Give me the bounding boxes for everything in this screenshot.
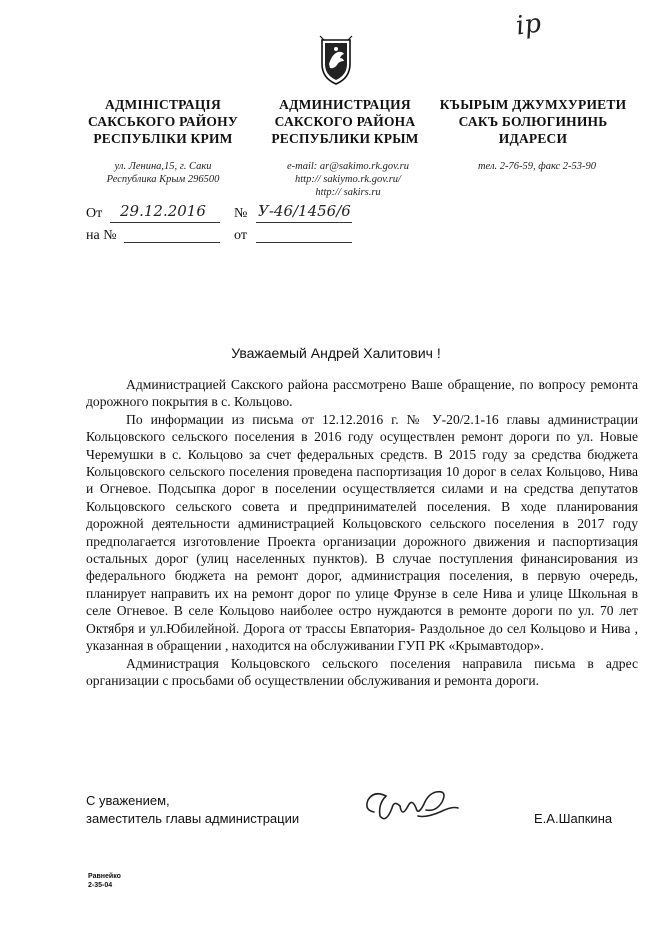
email-line: e-mail: ar@sakimo.rk.gov.ru (286, 161, 410, 172)
contact-web (258, 160, 438, 199)
number-label: № (234, 206, 248, 221)
to-from-field (256, 226, 352, 243)
header-russian-line: САКСКОГО РАЙОНА (274, 114, 416, 129)
address-line: Республика Крым 296500 (106, 174, 220, 185)
header-ukrainian-line: РЕСПУБЛІКИ КРИМ (93, 131, 233, 146)
from-label: От (86, 206, 103, 221)
website-line: http:// sakiymo.rk.gov.ru/ (295, 174, 401, 185)
from-date-handwritten: 29.12.2016 (120, 202, 206, 220)
signer-position: заместитель главы администрации (86, 811, 300, 826)
to-number-field (124, 226, 220, 243)
body-paragraph: Администрация Кольцовского сельского поселения направила письма в адрес организации с просьбами об осуществлении обслуживания и ремонта дороги. (86, 655, 638, 688)
header-ukrainian-line: АДМІНІСТРАЦІЯ (105, 97, 221, 112)
website-line: http:// sakirs.ru (315, 187, 381, 198)
closing-block (86, 792, 299, 828)
header-crimean-tatar-line: КЪЫРЫМ ДЖУМХУРИЕТИ (439, 97, 627, 112)
greeting: Уважаемый Андрей Халитович ! (231, 345, 441, 361)
to-number-label: на № (86, 228, 117, 243)
to-from-label: от (234, 228, 247, 243)
executor-phone: 2-35-04 (88, 882, 113, 889)
header-ukrainian-line: САКСЬКОГО РАЙОНУ (88, 114, 238, 129)
header-russian-line: АДМИНИСТРАЦИЯ (279, 97, 411, 112)
corner-handwritten-mark: ip (514, 8, 543, 42)
header-crimean-tatar-line: САКЪ БОЛЮГИНИНЬ (458, 114, 608, 129)
signer-name: Е.А.Шапкина (534, 811, 613, 826)
body-paragraph: По информации из письма от 12.12.2016 г. № У-20/2.1-16 главы администрации Кольцовского сельского поселения в 2016 году осуществлен ремонт дороги по ул. Новые Черемушки в с. Кольцово за счет федеральных средств. В 2015 году за средства бюджета Кольцовского сельского поселения проведена паспортизация 10 дорог в селах Кольцово, Нива и Огневое. Подсыпка дорог в поселении осуществляется силами и на средства депутатов Кольцовского сельского совета и предпринимателей поселения. В ходе планирования дорожной деятельности администрацией Кольцовского сельского поселения в 2017 году предполагается изготовление Проекта организации дорожного движения и паспортизация остальных дорог (улиц населенных пунктов). В случае поступления финансирования из федерального бюджета на ремонт дорог, администрация поселения, в первую очередь, планирует направить их на ремонт дорог по улице Фрунзе в селе Нива и улице Школьная в селе Огневое. В селе Кольцово наиболее остро нуждаются в ремонте дороги по ул. 70 лет Октября и ул.Юбилейной. Дорога от трассы Евпатория- Раздольное до сел Кольцово и Нива , указанная в обращении , находится на обслуживании ГУП РК «Крымавтодор». (86, 411, 638, 654)
header-crimean-tatar-line: ИДАРЕСИ (498, 131, 568, 146)
handwritten-signature (356, 782, 466, 832)
header-russian-line: РЕСПУБЛИКИ КРЫМ (271, 131, 419, 146)
regards-text: С уважением, (86, 793, 170, 808)
header-ukrainian (58, 96, 268, 147)
header-crimean-tatar (428, 96, 638, 147)
address-line: ул. Ленина,15, г. Саки (114, 161, 212, 172)
number-handwritten: У-46/1456/6 (258, 202, 351, 220)
phone-line: тел. 2-76-59, факс 2-53-90 (477, 161, 597, 172)
coat-of-arms-emblem (318, 34, 354, 86)
body-paragraph: Администрацией Сакского района рассмотрено Ваше обращение, по вопросу ремонта дорожного покрытия в с. Кольцово. (86, 377, 638, 410)
header-russian (240, 96, 450, 147)
contact-address (78, 160, 248, 186)
executor-name: Равнейко (88, 873, 121, 880)
letter-body (86, 376, 638, 689)
executor-block (88, 872, 121, 890)
contact-phone (452, 160, 622, 173)
